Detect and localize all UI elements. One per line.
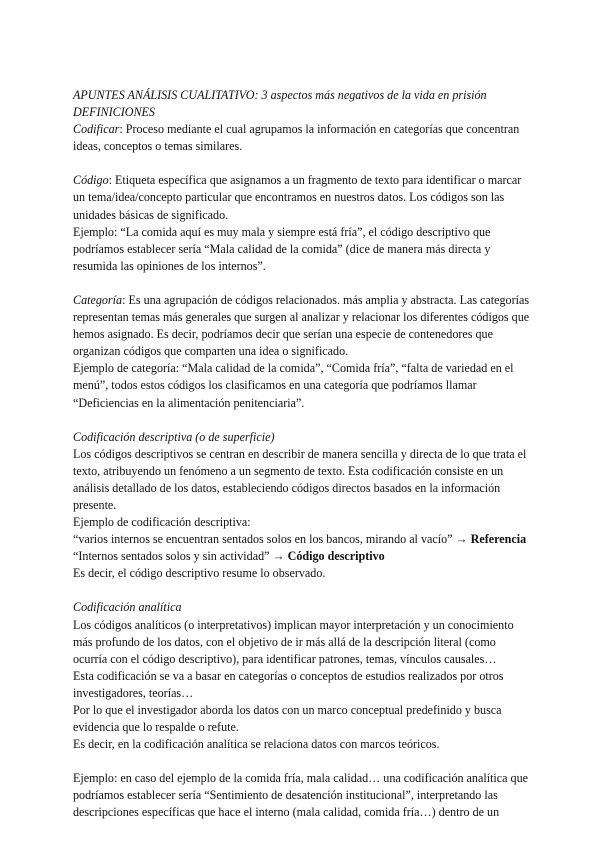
spacer bbox=[73, 275, 532, 292]
descriptiva-text: Los códigos descriptivos se centran en describir de manera sencilla y directa de lo que trata el texto, atribuyendo un fenómeno a un segmento de texto. Esta codificación consiste en un análisis detallado de los datos, estableciendo códigos directos basados en la información presente. bbox=[73, 446, 527, 512]
spacer bbox=[73, 753, 532, 770]
heading-codificacion-descriptiva: Codificación descriptiva (o de superficie) bbox=[73, 429, 275, 444]
categoria-example: Ejemplo de categoría: “Mala calidad de la comida”, “Comida fría”, “falta de variedad en el menú”, todos estos códigos los clasificamos en una categoría que podríamos llamar “Deficiencias en la alimentación penitenciaria”. bbox=[73, 361, 514, 410]
term-codificar: Codificar bbox=[73, 122, 120, 137]
example-reference-label: Referencia bbox=[470, 532, 527, 547]
descriptiva-example-code bbox=[73, 548, 532, 565]
analitica-text-1: Los códigos analíticos (o interpretativos) implican mayor interpretación y un conocimiento más profundo de los datos, con el objetivo de ir más allá de la descripción literal (como ocurría con el código descriptivo), para identificar patrones, temas, vínculos causales… bbox=[73, 617, 514, 666]
definition-codificar-text: : Proceso mediante el cual agrupamos la información en categorías que concentran ideas, conceptos o temas similares. bbox=[73, 122, 520, 154]
descriptiva-summary: Es decir, el código descriptivo resume lo observado. bbox=[73, 566, 326, 581]
document-title: APUNTES ANÁLISIS CUALITATIVO: 3 aspectos más negativos de la vida en prisión bbox=[73, 88, 487, 102]
analitica-text-4: Es decir, en la codificación analítica se relaciona datos con marcos teóricos. bbox=[73, 737, 440, 752]
term-codigo: Código bbox=[73, 173, 109, 188]
term-categoria: Categoría bbox=[73, 292, 123, 307]
spacer bbox=[73, 412, 532, 429]
analitica-text-2: Esta codificación se va a basar en categorías o conceptos de estudios realizados por otros investigadores, teorías… bbox=[73, 668, 504, 700]
spacer bbox=[73, 155, 532, 172]
example-reference-text: “varios internos se encuentran sentados solos en los bancos, mirando al vacío” → bbox=[73, 532, 468, 547]
example-code-label: Código descriptivo bbox=[287, 549, 385, 564]
definition-categoria bbox=[73, 292, 532, 360]
analitica-example: Ejemplo: en caso del ejemplo de la comida fría, mala calidad… una codificación analítica que podríamos establecer sería “Sentimiento de desatención institucional”, interpretando las descripciones específicas que hace el interno (mala calidad, comida fría…) dentro de un bbox=[73, 771, 529, 820]
codigo-example: Ejemplo: “La comida aquí es muy mala y siempre está fría”, el código descriptivo que podríamos establecer sería “Mala calidad de la comida” (dice de manera más directa y resumida las opiniones de los internos”. bbox=[73, 224, 491, 273]
spacer bbox=[73, 582, 532, 599]
section-heading-definiciones: DEFINICIONES bbox=[73, 105, 155, 120]
example-code-text: “Internos sentados solos y sin actividad” → bbox=[73, 549, 285, 564]
definition-categoria-text: : Es una agrupación de códigos relacionados. más amplia y abstracta. Las categorías representan temas más generales que surgen al analizar y relacionar los diferentes códigos que hemos asignado. Es decir, podríamos decir que serían una especie de contenedores que organizan códigos que comparten una idea o significado. bbox=[73, 292, 530, 359]
definition-codigo-text: : Etiqueta específica que asignamos a un fragmento de texto para identificar o marcar un tema/idea/concepto particular que encontramos en nuestros datos. Los códigos son las unidades básicas de significado. bbox=[73, 173, 522, 222]
descriptiva-example-label: Ejemplo de codificación descriptiva: bbox=[73, 515, 251, 530]
descriptiva-example-reference bbox=[73, 531, 532, 548]
heading-codificacion-analitica: Codificación analítica bbox=[73, 600, 182, 615]
definition-codificar bbox=[73, 121, 532, 155]
definition-codigo bbox=[73, 172, 532, 223]
analitica-text-3: Por lo que el investigador aborda los datos con un marco conceptual predefinido y busca evidencia que lo respalde o refute. bbox=[73, 703, 502, 735]
